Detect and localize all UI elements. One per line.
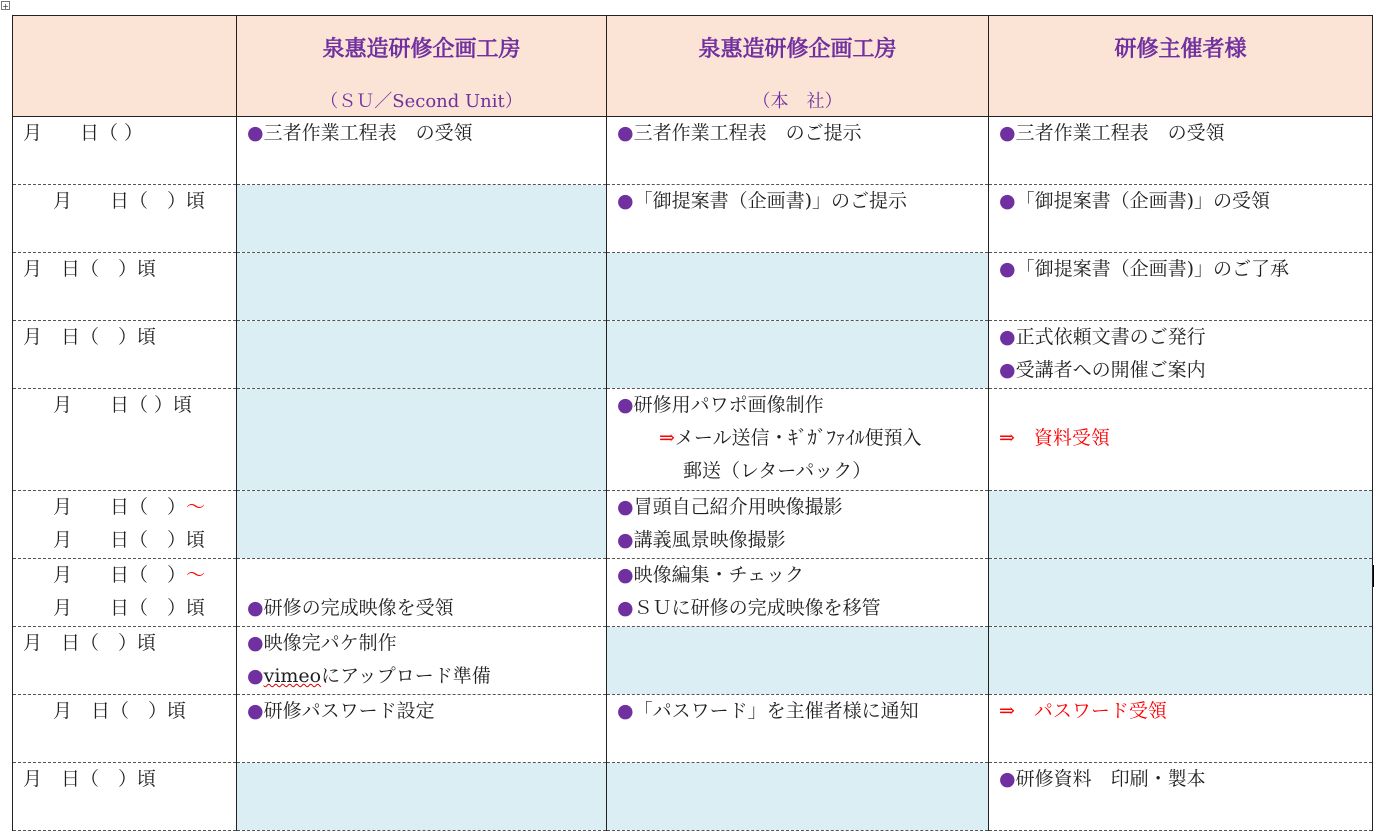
client-result-text: ⇒ パスワード受領 [999, 700, 1167, 722]
date-text: 月 日（ ）頃 [53, 597, 206, 619]
date-text: 月 日（ ）頃 [53, 529, 206, 551]
table-row [13, 627, 1373, 695]
date-text: 月 日（ ）頃 [53, 394, 193, 416]
date-cell[interactable] [13, 695, 237, 763]
client-cell[interactable] [989, 117, 1373, 185]
schedule-table [12, 15, 1373, 831]
table-row [13, 253, 1373, 321]
date-text: 月 日（ ）頃 [23, 326, 157, 348]
date-text: 月 日（ ） [23, 122, 144, 144]
su-cell[interactable] [237, 559, 607, 627]
date-text: 月 日（ ）～ [53, 564, 206, 586]
task-item: ●三者作業工程表 の受領 [247, 122, 473, 144]
header-honsha-subtitle: （本 社） [752, 91, 843, 112]
arrow-icon: ⇒ [659, 427, 675, 449]
task-item: ●vimeoにアップロード準備 [247, 665, 491, 687]
header-cell-honsha [607, 16, 989, 117]
honsha-cell[interactable] [607, 491, 989, 559]
task-item: ●「御提案書（企画書)」の受領 [999, 190, 1271, 212]
date-text: 月 日（ ）～ [53, 496, 206, 518]
task-item: ●研修資料 印刷・製本 [999, 768, 1206, 790]
tilde-mark: ～ [186, 496, 206, 518]
task-item: ●冒頭自己紹介用映像撮影 [617, 496, 843, 518]
honsha-cell[interactable] [607, 627, 989, 695]
date-cell[interactable] [13, 117, 237, 185]
table-row [13, 559, 1373, 627]
table-row [13, 491, 1373, 559]
task-item: ●受講者への開催ご案内 [999, 359, 1206, 381]
task-item: ●研修の完成映像を受領 [247, 597, 454, 619]
header-cell-client [989, 16, 1373, 117]
client-cell[interactable] [989, 321, 1373, 389]
honsha-cell[interactable] [607, 389, 989, 491]
delivery-method-line: 郵送（レターパック） [683, 460, 872, 482]
table-row [13, 321, 1373, 389]
su-cell[interactable] [237, 253, 607, 321]
date-cell[interactable] [13, 253, 237, 321]
header-su-title: 泉惠造研修企画工房 [322, 36, 521, 62]
su-cell[interactable] [237, 185, 607, 253]
header-cell-date [13, 16, 237, 117]
client-cell[interactable] [989, 559, 1373, 627]
task-item: ●研修パスワード設定 [247, 700, 435, 722]
honsha-cell[interactable] [607, 695, 989, 763]
table-move-handle[interactable]: + [2, 2, 9, 11]
date-cell[interactable] [13, 559, 237, 627]
date-text: 月 日（ ）頃 [53, 700, 187, 722]
date-text: 月 日（ ）頃 [53, 190, 206, 212]
date-cell[interactable] [13, 321, 237, 389]
su-cell[interactable] [237, 117, 607, 185]
delivery-method-line: ⇒メール送信・ｷﾞｶﾞﾌｧｲﾙ便預入 [659, 427, 922, 449]
client-cell[interactable] [989, 253, 1373, 321]
su-cell[interactable] [237, 695, 607, 763]
date-text: 月 日（ ）頃 [23, 632, 157, 654]
table-row [13, 695, 1373, 763]
tilde-mark: ～ [186, 564, 206, 586]
honsha-cell[interactable] [607, 253, 989, 321]
date-cell[interactable] [13, 185, 237, 253]
honsha-cell[interactable] [607, 185, 989, 253]
honsha-cell[interactable] [607, 559, 989, 627]
date-text: 月 日（ ）頃 [23, 768, 157, 790]
header-client-title: 研修主催者様 [1114, 36, 1247, 62]
task-item: ●「パスワード」を主催者様に通知 [617, 700, 919, 722]
task-item: ●映像完パケ制作 [247, 632, 397, 654]
honsha-cell[interactable] [607, 117, 989, 185]
client-cell[interactable] [989, 491, 1373, 559]
su-cell[interactable] [237, 491, 607, 559]
task-item: ●「御提案書（企画書)」のご了承 [999, 258, 1290, 280]
client-cell[interactable] [989, 185, 1373, 253]
date-cell[interactable] [13, 627, 237, 695]
date-cell[interactable] [13, 389, 237, 491]
table-header-row [13, 16, 1373, 117]
date-text: 月 日（ ）頃 [23, 258, 157, 280]
su-cell[interactable] [237, 321, 607, 389]
client-cell[interactable] [989, 695, 1373, 763]
table-row [13, 117, 1373, 185]
task-item: ●研修用パワポ画像制作 [617, 394, 824, 416]
text-cursor [1373, 565, 1374, 587]
task-item: ●正式依頼文書のご発行 [999, 326, 1206, 348]
honsha-cell[interactable] [607, 321, 989, 389]
table-row [13, 185, 1373, 253]
client-cell[interactable] [989, 389, 1373, 491]
task-item: ●映像編集・チェック [617, 564, 805, 586]
table-row [13, 389, 1373, 491]
header-cell-su [237, 16, 607, 117]
task-item: ●ＳＵに研修の完成映像を移管 [617, 597, 881, 619]
header-su-subtitle: （ＳＵ／Second Unit） [320, 91, 523, 112]
header-honsha-title: 泉惠造研修企画工房 [698, 36, 897, 62]
task-item: ●「御提案書（企画書)」のご提示 [617, 190, 908, 212]
task-item: ●三者作業工程表 の受領 [999, 122, 1225, 144]
client-result-text: ⇒ 資料受領 [999, 427, 1110, 449]
task-item: ●講義風景映像撮影 [617, 529, 786, 551]
su-cell[interactable] [237, 389, 607, 491]
client-cell[interactable] [989, 627, 1373, 695]
task-item: ●三者作業工程表 のご提示 [617, 122, 862, 144]
spellcheck-word: vimeo [263, 665, 322, 687]
date-cell[interactable] [13, 491, 237, 559]
su-cell[interactable] [237, 627, 607, 695]
